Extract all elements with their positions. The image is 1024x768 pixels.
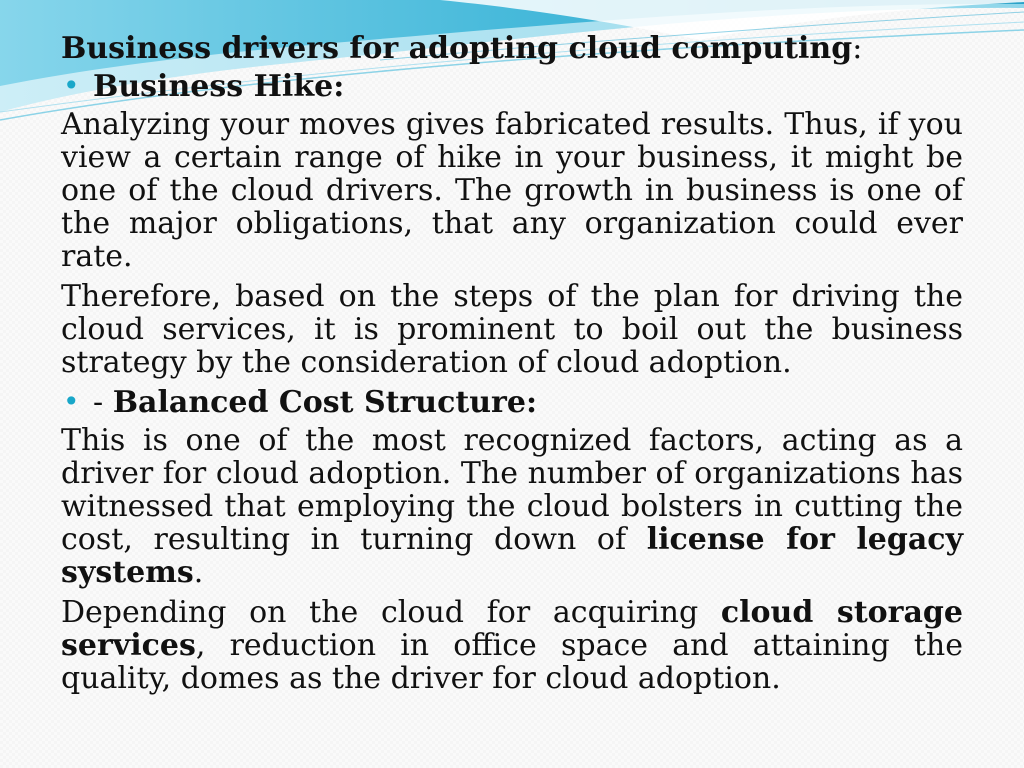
paragraph-text: This is one of the most recognized factors, acting as a driver for cloud adoption. The number of organizations has witnessed that employing the cloud bolsters in cutting the cost, resulting in turning down of [61,423,963,557]
bullet-balanced-cost [61,386,963,419]
emphasis-legacy-license: license for legacy systems [61,522,964,590]
paragraph-balanced-cost-2 [61,596,963,695]
emphasis-cloud-storage: cloud storage services [61,595,963,663]
slide-title-colon: : [852,31,863,66]
slide-title-text: Business drivers for adopting cloud computing [61,31,853,66]
section-prefix-dash: - [93,385,113,420]
bullet-dot-icon: • [63,385,80,418]
paragraph-balanced-cost-1 [61,424,963,589]
paragraph-end: . [193,555,204,590]
paragraph-business-hike-1: Analyzing your moves gives fabricated results. Thus, if you view a certain range of hike in your business, it might be one of the cloud drivers. The growth in business is one of the major obligations, that any organization could ever rate. [61,107,963,274]
paragraph-text: Depending on the cloud for acquiring [61,595,721,630]
section-heading-business-hike: Business Hike: [93,69,345,104]
slide-title [61,32,963,65]
bullet-dot-icon: • [63,69,80,102]
paragraph-business-hike-2: Therefore, based on the steps of the plan for driving the cloud services, it is prominent to boil out the business strategy by the consideration of cloud adoption. [61,279,963,380]
slide-content [61,32,963,702]
bullet-business-hike [61,70,963,103]
paragraph-end: , reduction in office space and attaining the quality, domes as the driver for cloud adoption. [61,628,963,696]
section-heading-balanced-cost: Balanced Cost Structure: [112,385,538,420]
